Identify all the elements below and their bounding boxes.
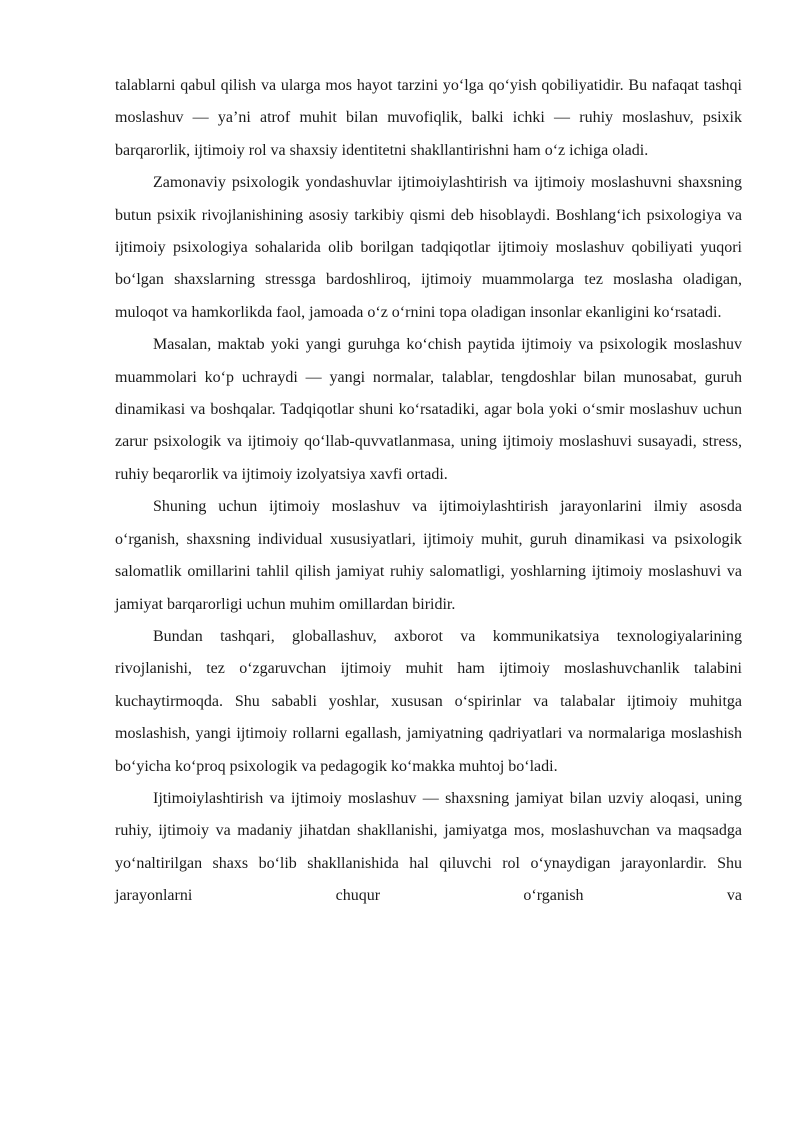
document-page: [115, 70, 742, 913]
paragraph-2: Zamonaviy psixologik yondashuvlar ijtimoiylashtirish va ijtimoiy moslashuvni shaxsning butun psixik rivojlanishining asosiy tarkibiy qismi deb hisoblaydi. Boshlang‘ich psixologiya va ijtimoiy psixologiya sohalarida olib borilgan tadqiqotlar ijtimoiy moslashuv qobiliyati yuqori bo‘lgan shaxslarning stressga bardoshliroq, ijtimoiy muammolarga tez moslasha oladigan, muloqot va hamkorlikda faol, jamoada o‘z o‘rnini topa oladigan insonlar ekanligini ko‘rsatadi.: [115, 174, 742, 321]
paragraph-6: Ijtimoiylashtirish va ijtimoiy moslashuv — shaxsning jamiyat bilan uzviy aloqasi, uning ruhiy, ijtimoiy va madaniy jihatdan shakllanishi, jamiyatga mos, moslashuvchan va maqsadga yo‘naltirilgan shaxs bo‘lib shakllanishida hal qiluvchi rol o‘ynaydigan jarayonlardir. Shu jarayonlarni chuqur o‘rganish va: [115, 789, 742, 905]
paragraph-5: Bundan tashqari, globallashuv, axborot va kommunikatsiya texnologiyalarining rivojlanishi, tez o‘zgaruvchan ijtimoiy muhit ham ijtimoiy moslashuvchanlik talabini kuchaytirmoqda. Shu sababli yoshlar, xususan o‘spirinlar va talabalar ijtimoiy muhitga moslashish, yangi ijtimoiy rollarni egallash, jamiyatning qadriyatlari va normalariga moslashish bo‘yicha ko‘proq psixologik va pedagogik ko‘makka muhtoj bo‘ladi.: [115, 627, 742, 775]
paragraph-1: talablarni qabul qilish va ularga mos hayot tarzini yo‘lga qo‘yish qobiliyatidir. Bu nafaqat tashqi moslashuv — ya’ni atrof muhit bilan muvofiqlik, balki ichki — ruhiy moslashuv, psixik barqarorlik, ijtimoiy rol va shaxsiy identitetni shakllantirishni ham o‘z ichiga oladi.: [115, 77, 742, 159]
paragraph-3: Masalan, maktab yoki yangi guruhga ko‘chish paytida ijtimoiy va psixologik moslashuv muammolari ko‘p uchraydi — yangi normalar, talablar, tengdoshlar bilan munosabat, guruh dinamikasi va boshqalar. Tadqiqotlar shuni ko‘rsatadiki, agar bola yoki o‘smir moslashuv uchun zarur psixologik va ijtimoiy qo‘llab-quvvatlanmasa, uning ijtimoiy moslashuvi susayadi, stress, ruhiy beqarorlik va ijtimoiy izolyatsiya xavfi ortadi.: [115, 336, 742, 483]
paragraph-4: Shuning uchun ijtimoiy moslashuv va ijtimoiylashtirish jarayonlarini ilmiy asosda o‘rganish, shaxsning individual xususiyatlari, ijtimoiy muhit, guruh dinamikasi va psixologik salomatlik omillarini tahlil qilish jamiyat ruhiy salomatligi, yoshlarning ijtimoiy moslashuvi va jamiyat barqarorligi uchun muhim omillardan biridir.: [115, 498, 742, 613]
